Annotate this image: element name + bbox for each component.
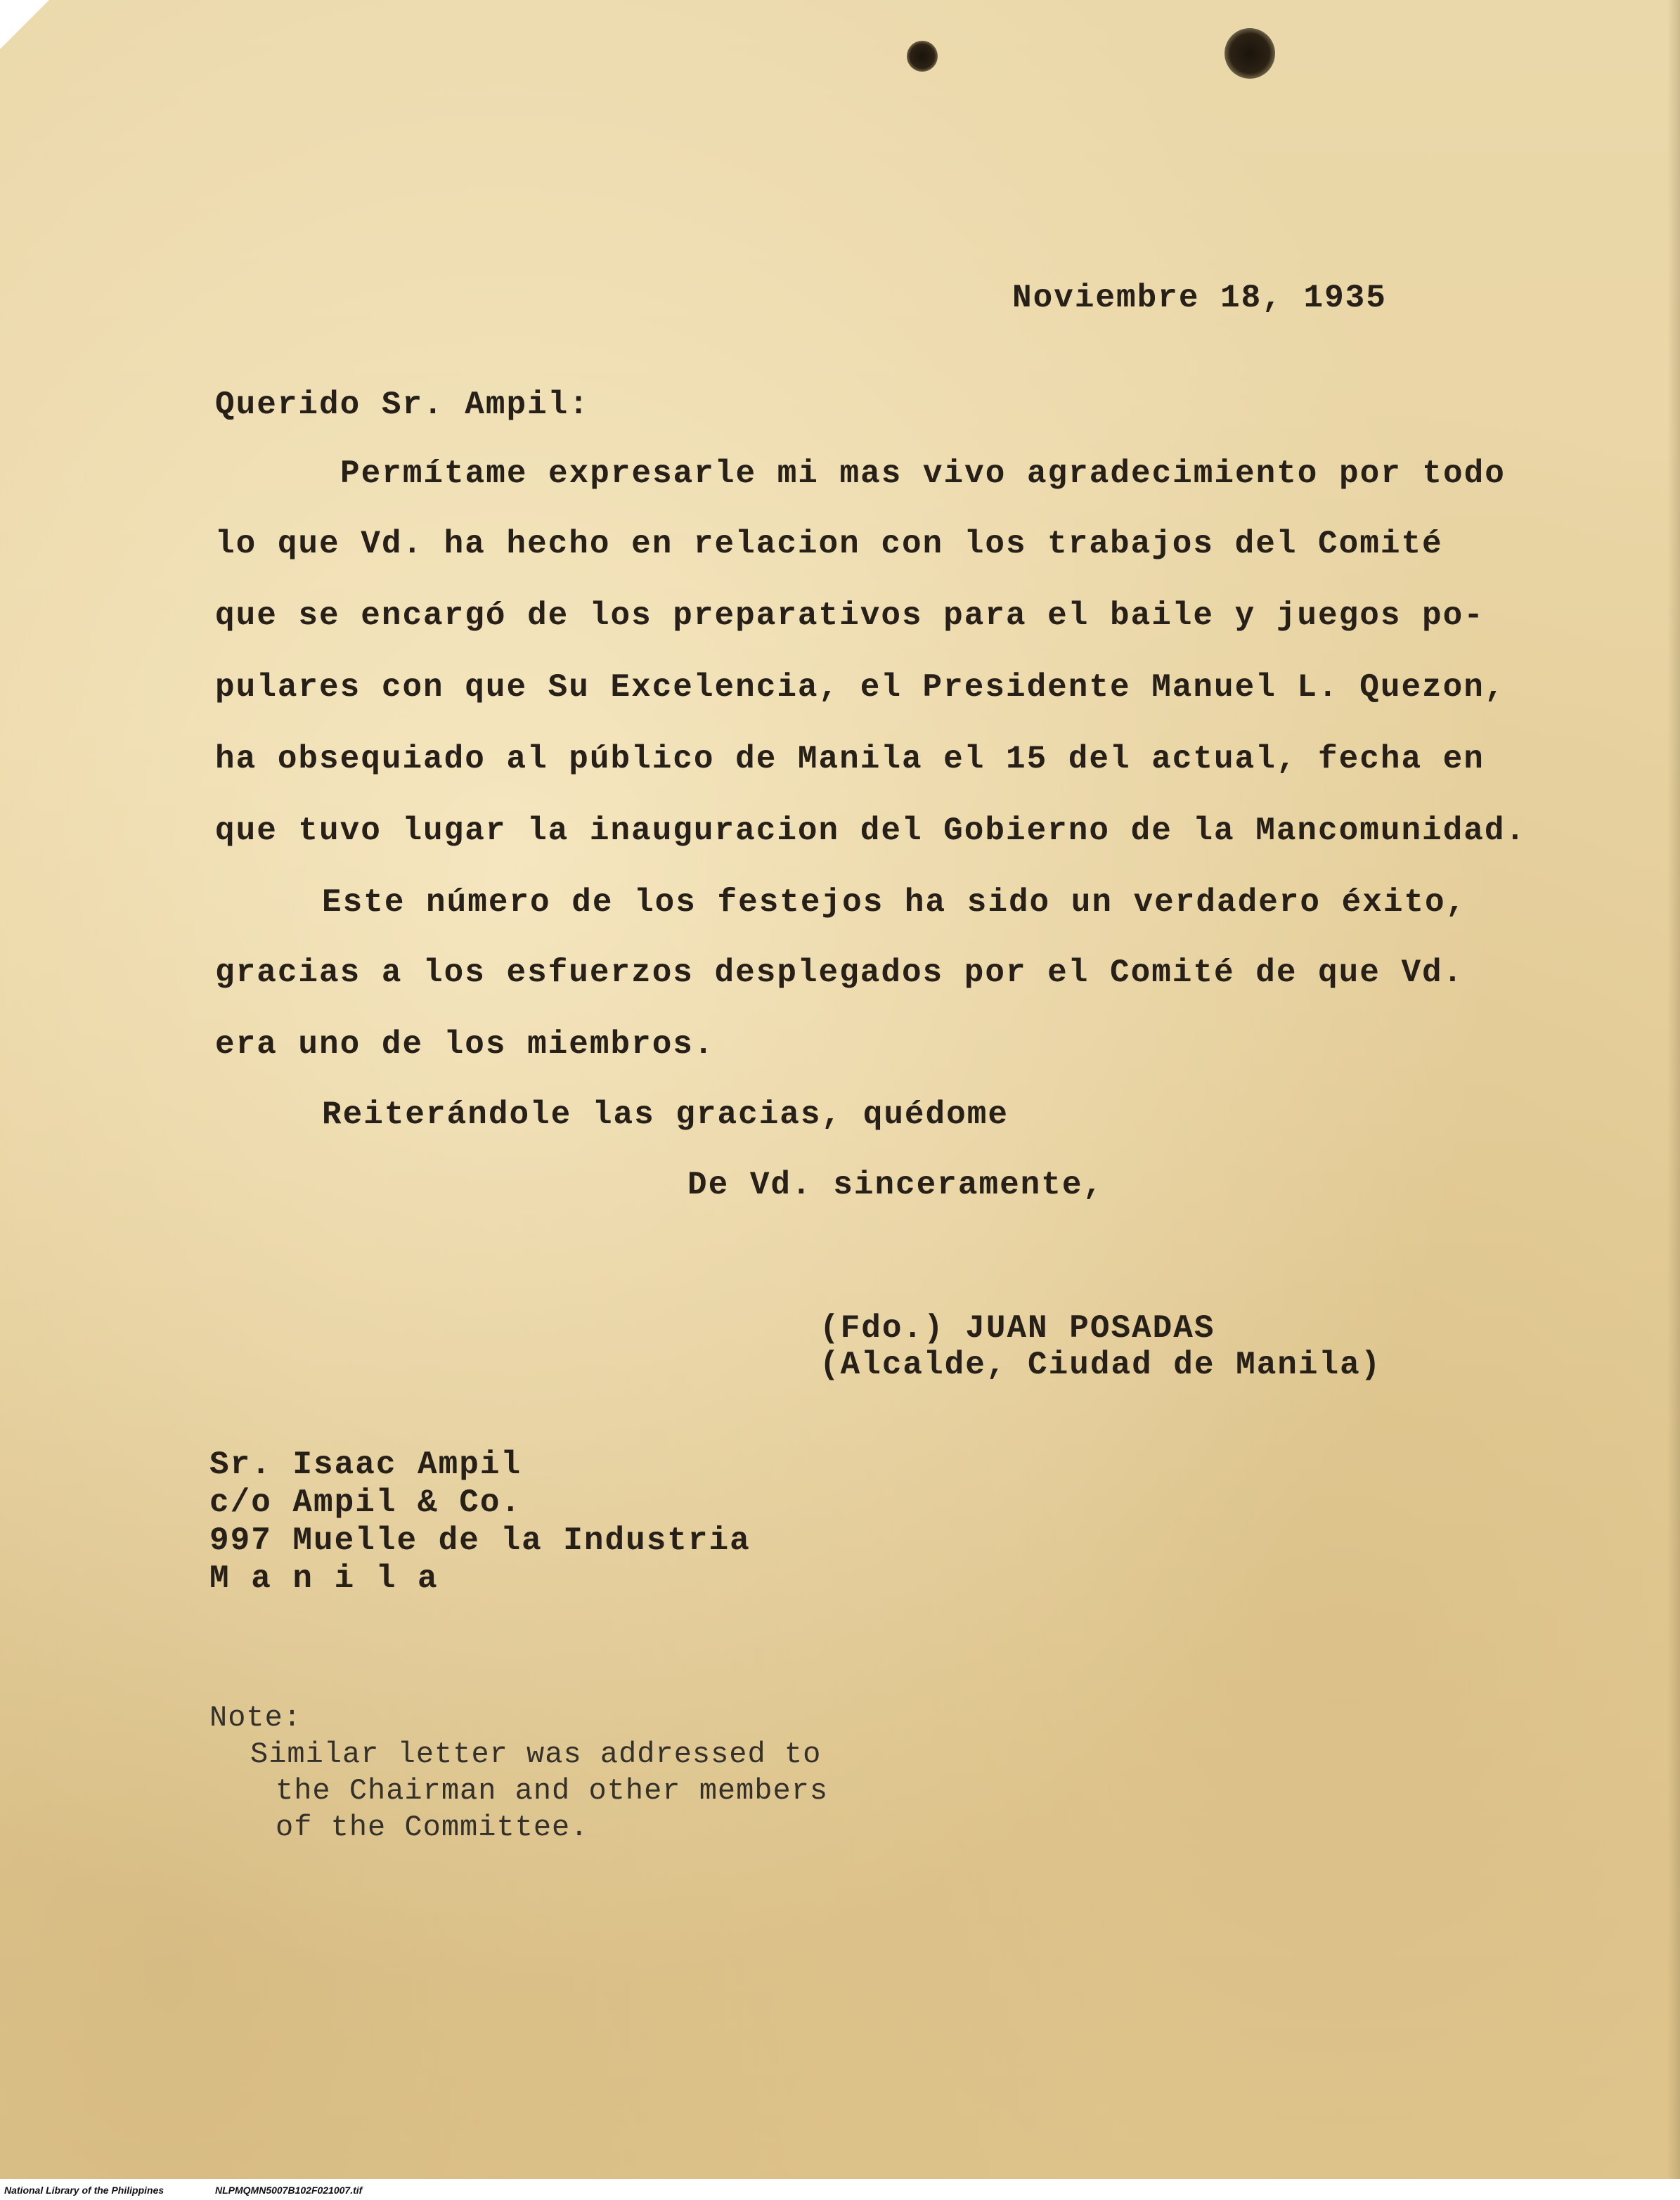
- body-line: era uno de los miembros.: [215, 1026, 715, 1063]
- paper-edge-shadow: [1667, 0, 1680, 2200]
- letter-date: Noviembre 18, 1935: [1012, 280, 1387, 316]
- address-line: M a n i l a: [209, 1560, 439, 1597]
- note-line: of the Committee.: [276, 1811, 589, 1844]
- body-line: que se encargó de los preparativos para el baile y juegos po-: [215, 597, 1485, 634]
- archive-footer: [0, 2179, 1680, 2200]
- body-line: gracias a los esfuerzos desplegados por el Comité de que Vd.: [215, 955, 1464, 991]
- signature-title: (Alcalde, Ciudad de Manila): [820, 1347, 1382, 1383]
- body-line: lo que Vd. ha hecho en relacion con los trabajos del Comité: [215, 526, 1443, 562]
- address-line: Sr. Isaac Ampil: [209, 1447, 522, 1483]
- signature-name: (Fdo.) JUAN POSADAS: [820, 1310, 1215, 1347]
- file-id: NLPMQMN5007B102F021007.tif: [215, 2185, 363, 2196]
- punch-hole-right: [1225, 28, 1275, 79]
- note-line: Similar letter was addressed to: [250, 1738, 822, 1771]
- body-line: Permítame expresarle mi mas vivo agradecimiento por todo: [340, 455, 1506, 492]
- body-line: Este número de los festejos ha sido un verdadero éxito,: [322, 884, 1467, 921]
- note-line: the Chairman and other members: [276, 1774, 829, 1808]
- closing: De Vd. sinceramente,: [687, 1167, 1104, 1203]
- body-line: que tuvo lugar la inauguracion del Gobierno de la Mancomunidad.: [215, 813, 1527, 849]
- body-line: ha obsequiado al público de Manila el 15 del actual, fecha en: [215, 741, 1485, 777]
- folded-corner: [0, 0, 49, 49]
- salutation: Querido Sr. Ampil:: [215, 387, 590, 423]
- body-line: pulares con que Su Excelencia, el Presidente Manuel L. Quezon,: [215, 669, 1506, 706]
- body-line: Reiterándole las gracias, quédome: [322, 1096, 1009, 1133]
- note-heading: Note:: [209, 1701, 302, 1735]
- archive-name: National Library of the Philippines: [4, 2185, 164, 2196]
- address-line: c/o Ampil & Co.: [209, 1484, 522, 1521]
- punch-hole-left: [907, 41, 938, 72]
- address-line: 997 Muelle de la Industria: [209, 1522, 751, 1559]
